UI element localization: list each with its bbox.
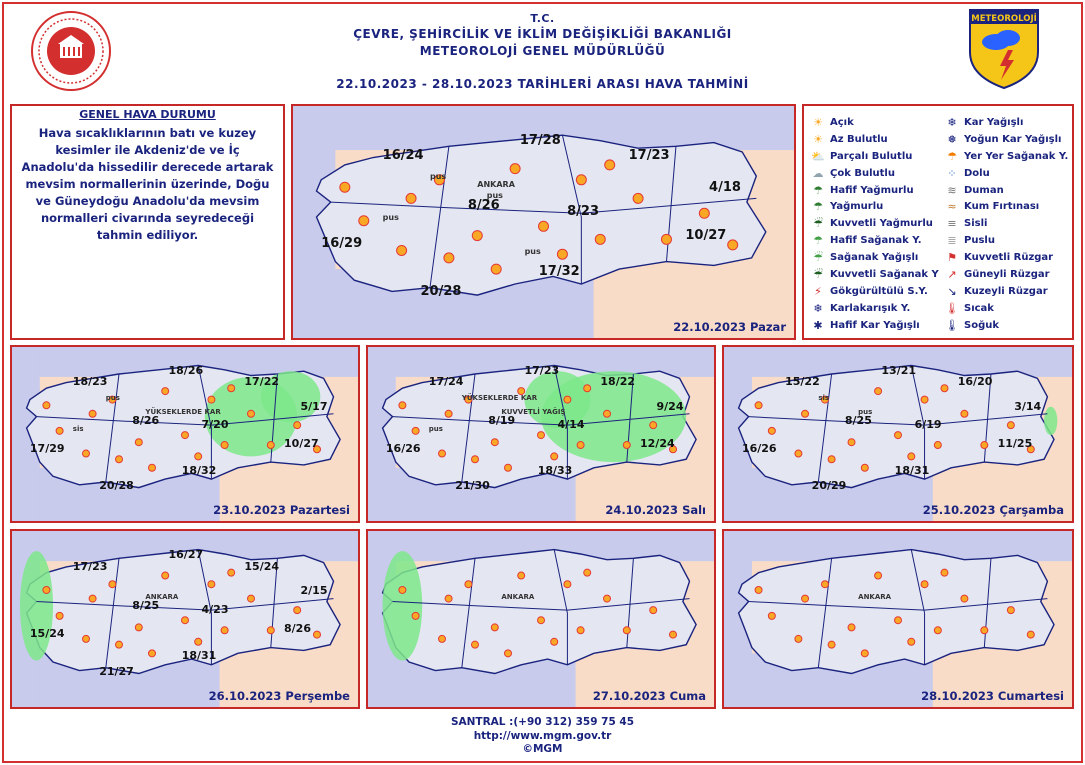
sun-icon: [728, 240, 738, 250]
map-day-4: [722, 345, 1074, 523]
temperature-label: 17/23: [628, 148, 670, 164]
snow-icon: ❄: [947, 115, 957, 129]
legend-item-label: Kuvvetli Yağmurlu: [830, 218, 933, 230]
sun-icon: [56, 427, 63, 434]
south-wind-icon: ↗: [947, 267, 957, 281]
sun-icon: [576, 175, 586, 185]
legend-item-label: Dolu: [964, 167, 990, 179]
legend-item-label: Sisli: [964, 218, 988, 230]
sun-icon: [162, 388, 169, 395]
legend-item: [810, 182, 939, 199]
sun-icon: [472, 641, 479, 648]
temperature-label: 9/24: [656, 399, 684, 413]
legend-item-label: Kuzeyli Rüzgar: [964, 285, 1048, 297]
sun-icon: [340, 182, 350, 192]
legend-item-label: Yoğun Kar Yağışlı: [964, 133, 1062, 145]
map-day-2: [10, 345, 360, 523]
sun-icon: [577, 627, 584, 634]
sun-icon: [551, 638, 558, 645]
legend-item-label: Puslu: [964, 235, 995, 247]
sun-icon: [359, 216, 369, 226]
legend-item: [810, 232, 939, 249]
sun-icon: [908, 453, 915, 460]
sun-icon: [1007, 607, 1014, 614]
map-annotation: ANKARA: [858, 592, 892, 601]
sun-icon: [294, 422, 301, 429]
map-date-label: 26.10.2023 Perşembe: [208, 689, 350, 703]
legend-item-label: Gökgürültülü S.Y.: [830, 285, 928, 297]
sun-icon: [149, 464, 156, 471]
legend-item: [810, 198, 939, 215]
sun-icon: [584, 569, 591, 576]
sun-icon: [604, 410, 611, 417]
sun-icon: [208, 581, 215, 588]
legend-left-column: [810, 114, 939, 334]
temperature-label: 8/23: [567, 203, 600, 219]
map-annotation: pus: [428, 425, 443, 434]
temperature-label: 13/21: [881, 364, 917, 378]
sun-icon: [828, 456, 835, 463]
legend-item: [810, 266, 939, 283]
temperature-label: 17/23: [72, 559, 108, 573]
sun-icon: [921, 396, 928, 403]
sun-icon: [934, 627, 941, 634]
legend-item-label: Sıcak: [964, 302, 994, 314]
smoke-icon: ≋: [947, 183, 957, 197]
sun-icon: [248, 410, 255, 417]
legend-item: [944, 232, 1068, 249]
map-annotation: YÜKSEKLERDE KAR: [461, 393, 538, 402]
sun-icon: [412, 612, 419, 619]
legend-item-label: Sağanak Yağışlı: [830, 252, 919, 264]
sun-icon: [848, 439, 855, 446]
rain-zone: [1044, 407, 1057, 435]
sun-icon: [650, 607, 657, 614]
temperature-label: 20/28: [99, 479, 134, 493]
sun-icon: [472, 231, 482, 241]
sun-icon: [221, 442, 228, 449]
legend-item: [944, 148, 1068, 165]
sandstorm-icon: ≈: [947, 200, 957, 214]
legend-item: [810, 215, 939, 232]
sun-icon: [116, 456, 123, 463]
map-day-6: [366, 529, 716, 709]
legend-box: [802, 104, 1074, 340]
temperature-label: 17/29: [29, 442, 65, 456]
sun-icon: [248, 595, 255, 602]
sun-icon: [755, 402, 762, 409]
header-directorate: METEOROLOJİ GENEL MÜDÜRLÜĞÜ: [419, 44, 666, 58]
thunder-icon: ⚡: [814, 284, 822, 298]
sun-icon: [981, 442, 988, 449]
turkey-map-svg: [724, 531, 1072, 707]
sun-icon: [551, 453, 558, 460]
temperature-label: 18/32: [181, 463, 217, 477]
legend-item-label: Duman: [964, 184, 1004, 196]
north-wind-icon: ↘: [947, 284, 957, 298]
temperature-label: 18/31: [894, 463, 930, 477]
sun-icon: [661, 234, 671, 244]
sun-icon: [135, 439, 142, 446]
temperature-label: 12/24: [640, 436, 675, 450]
legend-item-label: Parçalı Bulutlu: [830, 150, 913, 162]
legend-item-label: Kum Fırtınası: [964, 201, 1040, 213]
temperature-label: 18/31: [181, 649, 217, 662]
sun-icon: [294, 607, 301, 614]
sun-icon: [795, 450, 802, 457]
sun-icon: [267, 627, 274, 634]
sun-icon: [228, 569, 235, 576]
sun-icon: [795, 635, 802, 642]
sun-icon: [633, 193, 643, 203]
temperature-label: 15/24: [244, 559, 280, 573]
temperature-label: 17/24: [428, 375, 464, 389]
sun-icon: [755, 586, 762, 593]
sun-icon: [861, 464, 868, 471]
legend-item: [944, 198, 1068, 215]
legend-item: [944, 182, 1068, 199]
rain-zone: [20, 551, 53, 660]
turkey-land: [383, 550, 696, 674]
sun-icon: [821, 581, 828, 588]
sun-icon: [445, 410, 452, 417]
sun-icon: [538, 617, 545, 624]
temperature-label: 17/28: [519, 133, 561, 149]
temperature-label: 16/26: [385, 442, 421, 456]
temperature-label: 8/25: [132, 598, 160, 612]
legend-item-label: Kuvvetli Rüzgar: [964, 252, 1054, 264]
temperature-label: 17/32: [538, 263, 580, 279]
legend-item: [810, 165, 939, 182]
local-shower-icon: ☂: [947, 149, 957, 163]
map-annotation: pus: [382, 213, 399, 223]
legend-item: [944, 317, 1068, 334]
sun-icon: [941, 569, 948, 576]
temperature-label: 18/33: [537, 463, 573, 477]
sun-icon: [208, 396, 215, 403]
map-annotation: pus: [524, 246, 541, 256]
sun-icon: [981, 627, 988, 634]
sun-icon: [56, 612, 63, 619]
legend-item: [944, 300, 1068, 317]
temperature-label: 8/19: [488, 413, 516, 427]
map-annotation: ANKARA: [501, 592, 535, 601]
legend-item: [810, 317, 939, 334]
sun-icon: [89, 410, 96, 417]
sun-icon: [89, 595, 96, 602]
temperature-label: 17/23: [524, 364, 560, 378]
map-date-label: 22.10.2023 Pazar: [673, 320, 786, 334]
temperature-label: 15/24: [29, 627, 65, 641]
map-date-label: 28.10.2023 Cumartesi: [921, 689, 1064, 703]
map-date-label: 23.10.2023 Pazartesi: [213, 503, 350, 517]
sun-icon: [895, 432, 902, 439]
general-weather-box: [10, 104, 285, 340]
legend-item: [810, 300, 939, 317]
cloud-icon: ☁: [812, 166, 824, 180]
legend-item-label: Kuvvetli Sağanak Y: [830, 268, 939, 280]
sun-icon: [267, 442, 274, 449]
partly-cloudy-icon: ⛅: [811, 149, 825, 163]
legend-item: [810, 148, 939, 165]
general-weather-text: Hava sıcaklıklarının batı ve kuzey kesimler ile Akdeniz'de ve İç Anadolu'da hissedilir derecede artarak mevsim normallerinin üzerinde, Doğu ve Güneydoğu Anadolu'da mevsim normalleri civarında seyredeceği tahmin ediliyor.: [21, 126, 274, 242]
temperature-label: 15/22: [785, 375, 820, 389]
legend-item: [810, 131, 939, 148]
temperature-label: 18/22: [600, 375, 636, 389]
fog-icon: ≡: [947, 217, 957, 231]
sun-icon: [650, 422, 657, 429]
header-tc: T.C.: [530, 12, 555, 25]
legend-item-label: Yağmurlu: [830, 201, 884, 213]
legend-item: [944, 266, 1068, 283]
sun-icon: [895, 617, 902, 624]
map-date-label: 25.10.2023 Çarşamba: [922, 503, 1064, 517]
sun-icon: [182, 617, 189, 624]
heavy-rain-icon: ☔: [813, 217, 823, 231]
legend-item-label: Hafif Kar Yağışlı: [830, 319, 920, 331]
sun-icon: [444, 253, 454, 263]
legend-item: [944, 283, 1068, 300]
temperature-label: 10/27: [685, 228, 727, 244]
legend-item-label: Hafif Yağmurlu: [830, 184, 914, 196]
sun-icon: [961, 410, 968, 417]
sun-icon: [314, 631, 321, 638]
temperature-label: 11/25: [997, 436, 1033, 450]
sun-icon: [670, 631, 677, 638]
legend-item-label: Açık: [830, 116, 854, 128]
sun-icon: [921, 581, 928, 588]
map-annotation: sis: [72, 425, 84, 434]
sun-icon: [195, 638, 202, 645]
sun-small-cloud-icon: ☀: [813, 132, 823, 146]
temperature-label: 16/24: [382, 148, 424, 164]
temperature-label: 8/26: [284, 621, 311, 635]
sun-icon: [848, 624, 855, 631]
temperature-label: 21/30: [455, 479, 490, 493]
logo-right-text: METEOROLOJİ: [971, 14, 1037, 24]
temperature-label: 16/20: [957, 375, 993, 389]
sun-icon: [557, 249, 567, 259]
sun-icon: [491, 624, 498, 631]
legend-item: [810, 114, 939, 131]
sun-icon: [623, 627, 630, 634]
legend-item: [810, 283, 939, 300]
sun-icon: [605, 160, 615, 170]
light-snow-icon: ✱: [813, 318, 823, 332]
sun-icon: [221, 627, 228, 634]
legend-item-label: Güneyli Rüzgar: [964, 268, 1050, 280]
sun-icon: [1007, 422, 1014, 429]
map-date-label: 27.10.2023 Cuma: [592, 689, 706, 703]
legend-item-label: Hafif Sağanak Y.: [830, 235, 922, 247]
map-day-5: [10, 529, 360, 709]
sun-icon: [802, 410, 809, 417]
map-annotation: pus: [105, 393, 120, 402]
sun-icon: [83, 635, 90, 642]
temperature-label: 21/27: [99, 664, 134, 678]
map-day-1: [291, 104, 796, 340]
temperature-label: 20/28: [420, 283, 462, 299]
sun-icon: [564, 581, 571, 588]
footer-copyright: ©MGM: [522, 743, 563, 755]
sun-icon: [109, 581, 116, 588]
temperature-label: 17/22: [244, 375, 280, 389]
legend-item: [944, 215, 1068, 232]
sun-icon: [505, 464, 512, 471]
sun-icon: [465, 581, 472, 588]
sun-icon: [116, 641, 123, 648]
sun-icon: [406, 193, 416, 203]
cold-icon: 🌡: [945, 318, 959, 332]
turkey-map-svg: [368, 531, 714, 707]
shower-icon: ☔: [813, 251, 823, 265]
sun-icon: [399, 586, 406, 593]
legend-item: [944, 165, 1068, 182]
sun-icon: [595, 234, 605, 244]
sun-icon: [961, 595, 968, 602]
sun-icon: [564, 396, 571, 403]
sun-icon: [908, 638, 915, 645]
map-annotation: pus: [429, 172, 447, 182]
sun-icon: [228, 385, 235, 392]
legend-item: [810, 249, 939, 266]
temperature-label: 4/14: [557, 418, 585, 432]
sun-icon: [538, 432, 545, 439]
haze-icon: ≣: [947, 234, 957, 248]
map-annotation: sis: [818, 393, 830, 402]
light-shower-icon: ☂: [813, 234, 823, 248]
hot-icon: 🌡: [945, 301, 959, 315]
map-day-3: [366, 345, 716, 523]
strong-wind-icon: ⚑: [947, 251, 957, 265]
temperature-label: 3/14: [1014, 399, 1042, 413]
legend-item-label: Soğuk: [964, 319, 999, 331]
sun-icon: [439, 450, 446, 457]
general-weather-title: GENEL HAVA DURUMU: [79, 108, 216, 121]
sun-icon: [439, 635, 446, 642]
map-day-7: [722, 529, 1074, 709]
sun-icon: [397, 245, 407, 255]
sun-icon: [768, 612, 775, 619]
temperature-label: 4/18: [709, 179, 741, 195]
sun-icon: [182, 432, 189, 439]
sun-icon: [510, 164, 520, 174]
sun-icon: ☀: [813, 115, 823, 129]
sun-icon: [941, 385, 948, 392]
sleet-icon: ❄: [813, 301, 823, 315]
sun-icon: [1027, 631, 1034, 638]
sun-icon: [162, 572, 169, 579]
sun-icon: [604, 595, 611, 602]
temperature-label: 2/15: [300, 584, 328, 598]
legend-item-label: Kar Yağışlı: [964, 116, 1024, 128]
sun-icon: [43, 402, 50, 409]
temperature-label: 8/26: [132, 413, 160, 427]
sun-icon: [828, 641, 835, 648]
sun-icon: [875, 388, 882, 395]
hail-icon: ⁘: [947, 166, 957, 180]
temperature-label: 18/23: [72, 375, 108, 389]
temperature-label: 8/26: [467, 198, 500, 214]
sun-icon: [399, 402, 406, 409]
temperature-label: 20/29: [811, 479, 847, 493]
light-rain-icon: ☂: [813, 183, 823, 197]
legend-item-label: Az Bulutlu: [830, 133, 888, 145]
header-ministry: ÇEVRE, ŞEHİRCİLİK VE İKLİM DEĞİŞİKLİĞİ BAKANLIĞI: [353, 27, 732, 41]
temperature-label: 16/27: [168, 548, 204, 562]
temperature-label: 16/29: [321, 235, 363, 251]
temperature-label: 5/17: [300, 399, 328, 413]
legend-item-label: Çok Bulutlu: [830, 167, 895, 179]
sun-icon: [584, 385, 591, 392]
sun-icon: [491, 264, 501, 274]
footer-url[interactable]: http://www.mgm.gov.tr: [473, 730, 612, 742]
sun-icon: [699, 208, 709, 218]
sun-icon: [861, 650, 868, 657]
map-date-label: 24.10.2023 Salı: [605, 503, 706, 517]
heavy-shower-icon: ☔: [813, 267, 823, 281]
rain-zone: [383, 551, 423, 660]
map-annotation: ANKARA: [477, 179, 515, 189]
temperature-label: 4/23: [201, 602, 229, 616]
temperature-label: 6/19: [914, 418, 942, 432]
sun-icon: [491, 439, 498, 446]
turkey-land: [739, 550, 1054, 674]
legend-item-label: Yer Yer Sağanak Y.: [964, 150, 1069, 162]
sun-icon: [472, 456, 479, 463]
sun-icon: [412, 427, 419, 434]
sun-icon: [539, 221, 549, 231]
temperature-label: 7/20: [201, 418, 229, 432]
sun-icon: [149, 650, 156, 657]
legend-item-label: Karlakarışık Y.: [830, 302, 911, 314]
sun-icon: [505, 650, 512, 657]
heavy-snow-icon: ❅: [947, 132, 957, 146]
footer-phone: SANTRAL :(+90 312) 359 75 45: [450, 716, 635, 728]
sun-icon: [934, 442, 941, 449]
sun-icon: [135, 624, 142, 631]
legend-item: [944, 131, 1068, 148]
rain-icon: ☂: [813, 200, 823, 214]
sun-icon: [195, 453, 202, 460]
legend-item: [944, 249, 1068, 266]
map-annotation: pus: [858, 408, 873, 417]
sun-icon: [768, 427, 775, 434]
sun-icon: [43, 586, 50, 593]
sun-icon: [518, 572, 525, 579]
map-annotation: YÜKSEKLERDE KAR: [145, 408, 221, 417]
temperature-label: 16/26: [741, 442, 777, 456]
legend-item: [944, 114, 1068, 131]
sun-icon: [875, 572, 882, 579]
sun-icon: [623, 442, 630, 449]
header-date-range: 22.10.2023 - 28.10.2023 TARİHLERİ ARASI HAVA TAHMİNİ: [336, 77, 749, 91]
map-annotation: KUVVETLİ YAĞIŞ: [501, 408, 566, 417]
map-annotation: pus: [486, 190, 503, 200]
temperature-label: 8/25: [844, 413, 872, 427]
sun-icon: [445, 595, 452, 602]
sun-icon: [577, 442, 584, 449]
sun-icon: [802, 595, 809, 602]
sun-icon: [83, 450, 90, 457]
legend-right-column: [944, 114, 1068, 334]
temperature-label: 10/27: [284, 436, 319, 450]
map-annotation: ANKARA: [145, 592, 179, 601]
temperature-label: 18/26: [168, 364, 204, 378]
